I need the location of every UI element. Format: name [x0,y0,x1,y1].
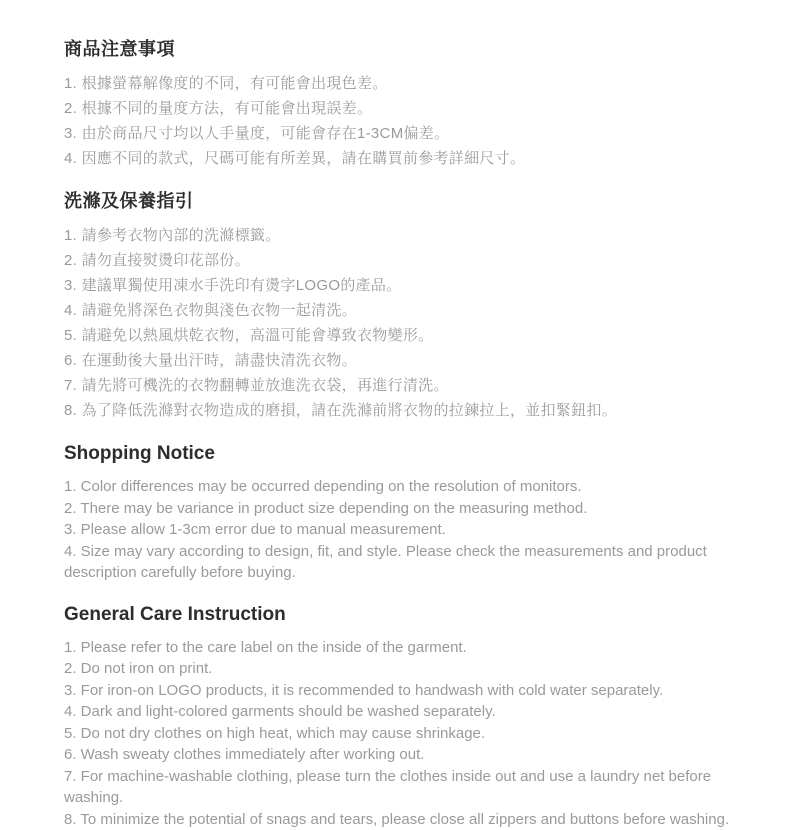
list-item: 5. 請避免以熱風烘乾衣物，高溫可能會導致衣物變形。 [64,323,770,348]
list-item: 2. 根據不同的量度方法，有可能會出現誤差。 [64,96,770,121]
list-item: 4. 因應不同的款式，尺碼可能有所差異，請在購買前參考詳細尺寸。 [64,146,770,171]
section-product-notice-zh [64,36,770,171]
section-title-general-care-en: General Care Instruction [64,601,770,628]
list-item: 7. 請先將可機洗的衣物翻轉並放進洗衣袋，再進行清洗。 [64,373,770,398]
list-item: 3. 建議單獨使用凍水手洗印有燙字LOGO的產品。 [64,273,770,298]
list-item: 6. 在運動後大量出汗時，請盡快清洗衣物。 [64,348,770,373]
list-item: 6. Wash sweaty clothes immediately after working out. [64,744,770,766]
section-general-care-en [64,601,770,830]
list-item: 3. 由於商品尺寸均以人手量度，可能會存在1-3CM偏差。 [64,121,770,146]
list-item: 4. Size may vary according to design, fit, and style. Please check the measurements and product description carefully before buying. [64,541,770,584]
list-item: 5. Do not dry clothes on high heat, which may cause shrinkage. [64,723,770,745]
list-item: 8. 為了降低洗滌對衣物造成的磨損，請在洗滌前將衣物的拉鍊拉上，並扣緊鈕扣。 [64,398,770,423]
list-item: 2. There may be variance in product size depending on the measuring method. [64,498,770,520]
section-shopping-notice-en [64,440,770,584]
list-item: 1. Color differences may be occurred depending on the resolution of monitors. [64,476,770,498]
list-item: 1. Please refer to the care label on the inside of the garment. [64,637,770,659]
list-item: 3. For iron-on LOGO products, it is recommended to handwash with cold water separately. [64,680,770,702]
list-item: 2. Do not iron on print. [64,658,770,680]
list-item: 8. To minimize the potential of snags and tears, please close all zippers and buttons before washing. [64,809,770,830]
list-item: 1. 請參考衣物內部的洗滌標籤。 [64,223,770,248]
section-title-washing-care-zh: 洗滌及保養指引 [64,188,770,214]
section-title-product-notice-zh: 商品注意事項 [64,36,770,62]
list-item: 4. Dark and light-colored garments should be washed separately. [64,701,770,723]
list-item: 7. For machine-washable clothing, please turn the clothes inside out and use a laundry net before washing. [64,766,770,809]
section-title-shopping-notice-en: Shopping Notice [64,440,770,467]
list-item: 1. 根據螢幕解像度的不同，有可能會出現色差。 [64,71,770,96]
section-washing-care-zh [64,188,770,423]
list-item: 3. Please allow 1-3cm error due to manual measurement. [64,519,770,541]
list-item: 2. 請勿直接熨燙印花部份。 [64,248,770,273]
list-item: 4. 請避免將深色衣物與淺色衣物一起清洗。 [64,298,770,323]
